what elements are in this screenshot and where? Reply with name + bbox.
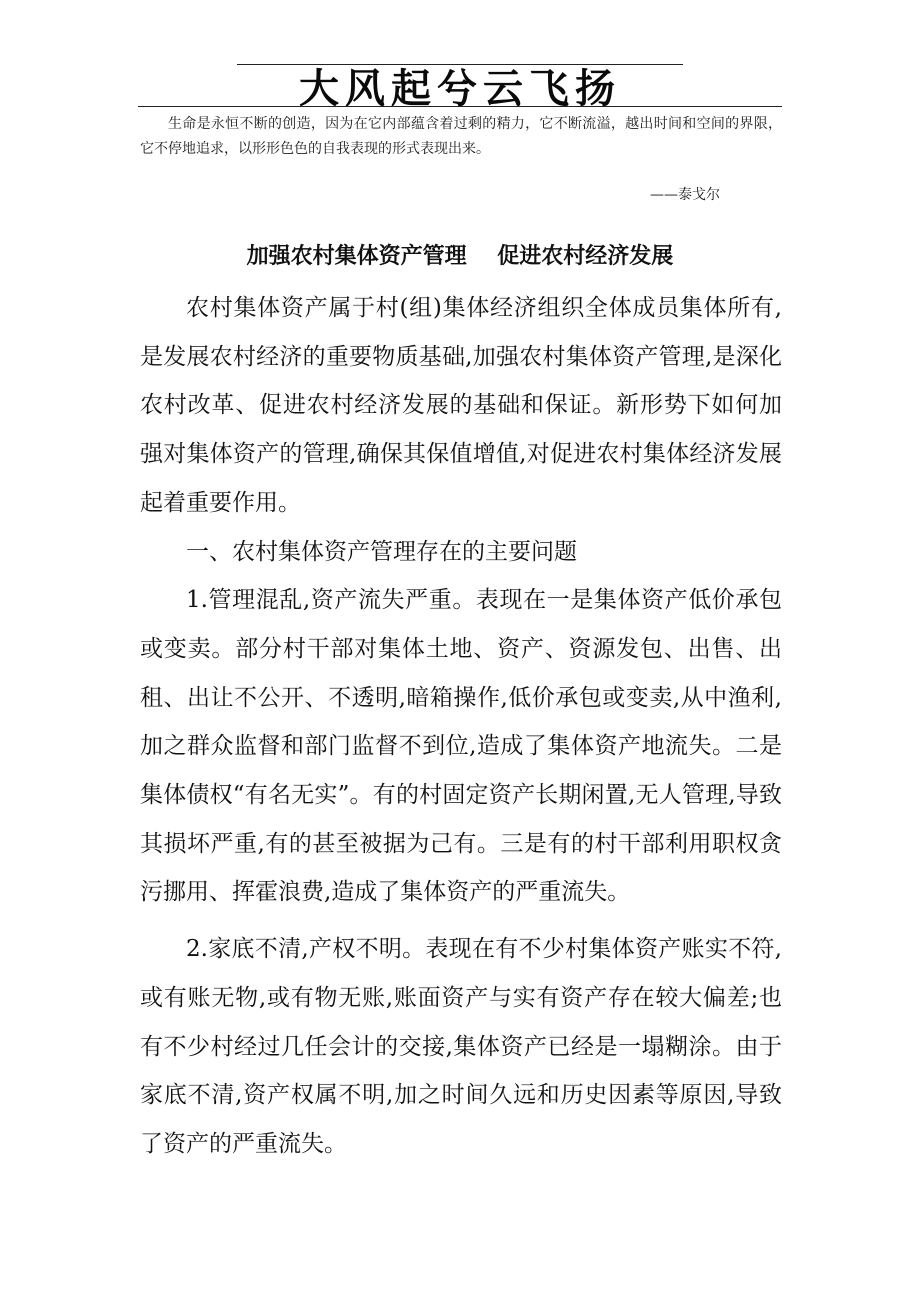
article-title: 加强农村集体资产管理 促进农村经济发展 [246,243,674,269]
header-motto-author: ——泰戈尔 [650,187,720,203]
paragraph-problem-2: 2.家底不清,产权不明。表现在有不少村集体资产账实不符,或有账无物,或有物无账,账面资产与实有资产存在较大偏差;也有不少村经过几任会计的交接,集体资产已经是一塌糊涂。由于家底不清,资产权属不明,加之时间久远和历史因素等原因,导致了资产的严重流失。 [140,936,782,1157]
section-heading: 一、农村集体资产管理存在的主要问题 [186,538,577,565]
paragraph-intro: 农村集体资产属于村(组)集体经济组织全体成员集体所有,是发展农村经济的重要物质基础,加强农村集体资产管理,是深化农村改革、促进农村经济发展的基础和保证。新形势下如何加强对集体资产的管理,确保其保值增值,对促进农村集体经济发展起着重要作用。 [140,295,782,516]
header-motto-quote: 生命是永恒不断的创造，因为在它内部蕴含着过剩的精力，它不断流溢，越出时间和空间的界限，它不停地追求，以形形色色的自我表现的形式表现出来。 [140,116,782,157]
header-banner: 大风起兮云飞扬 [299,65,621,112]
paragraph-problem-1: 1.管理混乱,资产流失严重。表现在一是集体资产低价承包或变卖。部分村干部对集体土地、资产、资源发包、出售、出租、出让不公开、不透明,暗箱操作,低价承包或变卖,从中渔利,加之群众监督和部门监督不到位,造成了集体资产地流失。二是集体债权“有名无实”。有的村固定资产长期闲置,无人管理,导致其损坏严重,有的甚至被据为己有。三是有的村干部利用职权贪污挪用、挥霍浪费,造成了集体资产的严重流失。 [140,587,782,906]
header-bottom-rule [138,106,782,107]
article-body [140,284,782,1169]
